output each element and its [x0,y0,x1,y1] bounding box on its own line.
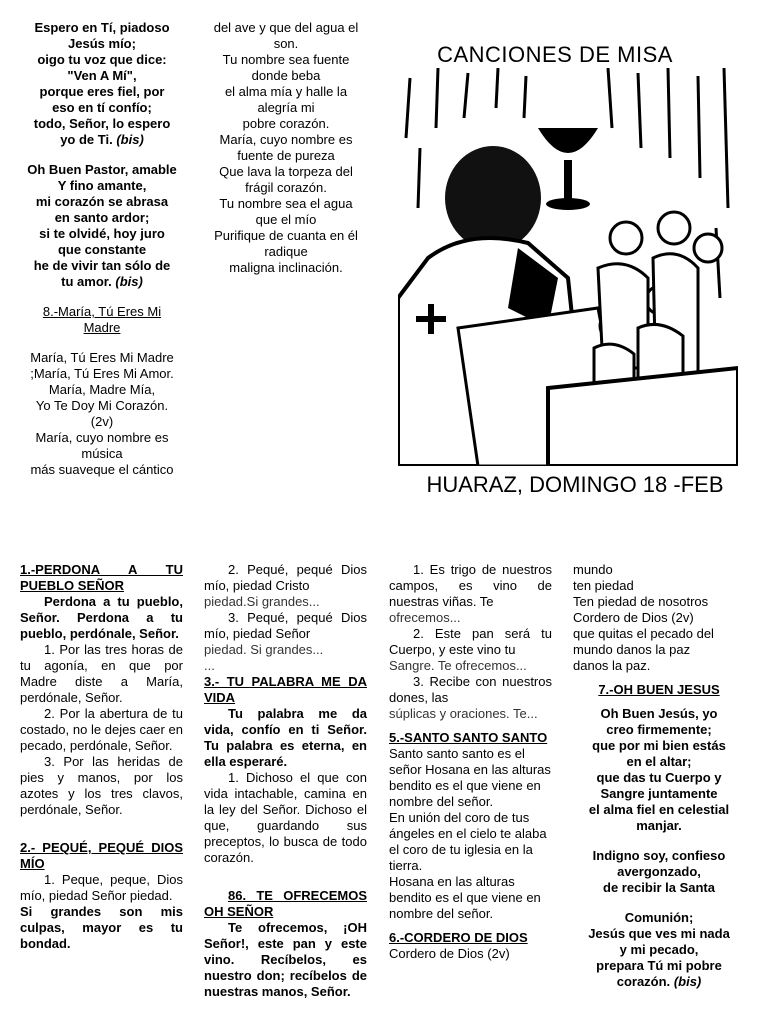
verse: 1. Es trigo de nuestros campos, es vino de nuestras viñas. Te [389,562,552,609]
hymn-verse [573,848,745,896]
text-line: frágil corazón. [245,180,327,195]
text-line: Purifique de cuanta en él [214,228,358,243]
text-line: creo firmemente; [606,722,712,737]
text-line: alegría mi [257,100,315,115]
text-line: maligna inclinación. [229,260,343,275]
cover-footer: HUARAZ, DOMINGO 18 -FEB [426,472,724,497]
song-title-86: 86. TE OFRECEMOS OH SEÑOR [204,888,367,919]
mass-illustration [398,68,738,466]
text-line: más suaveque el cántico [30,462,174,477]
text-line: Madre [83,320,121,335]
verse-continuation: ofrecemos... [389,610,461,625]
text-line: que constante [57,242,147,257]
text-line: Indigno soy, confieso [592,848,726,863]
text-line: he de vivir tan sólo de [33,258,171,273]
verse: Santo santo santo es el señor Hosana en las alturas bendito es el que viene en nombre del señor. [389,746,551,809]
text-line: son. [273,36,299,51]
text-line: de recibir la Santa [603,880,715,895]
text-line: corazón. (bis) [616,974,702,989]
text-line: que quitas el pecado del [573,626,714,641]
verse: Hosana en las alturas bendito es el que viene en nombre del señor. [389,874,541,921]
song-title-8 [14,304,190,336]
text-line: María, Tú Eres Mi Madre [30,350,174,365]
verse-continuation: Sangre. Te ofrecemos... [389,658,527,673]
text-line: Jesús mío; [68,36,136,51]
bottom-column-2 [204,562,367,1000]
text-line: música [81,446,123,461]
text-line: Oh Buen Jesús, yo [600,706,718,721]
text-line: mundo [573,562,613,577]
text-line: "Ven A Mí", [67,68,137,83]
song-title-2: 2.- PEQUÉ, PEQUÉ DIOS MÍO [20,840,183,871]
song-title-7: 7.-OH BUEN JESUS [598,682,720,697]
cover-title: CANCIONES DE MISA [437,42,673,67]
chalice-icon [538,128,598,210]
verse: 2. Por la abertura de tu costado, no le dejes caer en pecado, perdónale, Señor. [20,706,183,753]
text-line: porque eres fiel, por [39,84,165,99]
text-line: Comunión; [624,910,694,925]
text-line: si te olvidé, hoy juro [39,226,165,241]
text-line: el alma mía y halle la [224,84,348,99]
chorus: Tu palabra me da vida, confío en ti Señor. Tu palabra es eterna, en ella esperaré. [204,706,367,769]
text-line: y mi pecado, [619,942,699,957]
text-line: yo de Ti. (bis) [60,132,144,147]
verse: 3. Pequé, pequé Dios mío, piedad Señor [204,610,367,641]
song-title-5: 5.-SANTO SANTO SANTO [389,730,548,745]
bottom-column-4 [573,562,745,990]
text-line: tu amor. (bis) [61,274,143,289]
text-line: ;María, Tú Eres Mi Amor. [30,366,174,381]
verse: 1. Dichoso el que con vida intachable, camina en la ley del Señor. Dichoso el que, guardando sus preceptos, lo busca de todo corazón. [204,770,367,865]
text-line: avergonzado, [617,864,701,879]
text-line: en santo ardor; [54,210,150,225]
text-line: ten piedad [573,578,634,593]
bottom-column-1 [20,562,183,952]
text-line: Tu nombre sea el agua [219,196,353,211]
top-left-column [14,20,190,478]
text-line: Yo Te Doy Mi Corazón. [35,398,169,413]
text-line: del ave y que del agua el [213,20,359,35]
bis-marker: (bis) [673,974,702,989]
verse: En unión del coro de tus ángeles en el cielo te alaba el coro de tu iglesia en la tierra. [389,810,547,873]
verse-continuation: piedad. Si grandes... [204,642,324,657]
text-line: que por mi bien estás [592,738,726,753]
text-line: (2v) [90,414,114,429]
text-line: que el mío [255,212,317,227]
chorus: Te ofrecemos, ¡OH Señor!, este pan y este vino. Recíbelos, es nuestro don; recíbelos de nuestras manos, Señor. [204,920,367,999]
text-line: María, cuyo nombre es [219,132,353,147]
bis-marker: (bis) [115,274,143,289]
verse: 2. Este pan será tu Cuerpo, y este vino tu [389,626,552,657]
verse: 1. Por las tres horas de tu agonía, en que por Madre diste a María, perdónale, Señor. [20,642,183,705]
text-line: radique [264,244,308,259]
chorus: Si grandes son mis culpas, mayor es tu bondad. [20,904,183,951]
text-line: el alma fiel en celestial [588,802,730,817]
hymn-verse [573,706,745,834]
verse: 2. Pequé, pequé Dios mío, piedad Cristo [204,562,367,593]
text-line: que das tu Cuerpo y [596,770,722,785]
text-line: Jesús que ves mi nada [588,926,730,941]
text-line: Tu nombre sea fuente [222,52,350,67]
top-middle-column [200,20,372,276]
text-line: Ten piedad de nosotros [573,594,709,609]
hymn-verse [14,20,190,148]
text-line: eso en tí confío; [52,100,152,115]
text-line: Sangre juntamente [600,786,718,801]
hymn-verse [14,350,190,478]
verse-continuation: súplicas y oraciones. Te... [389,706,538,721]
text-line: fuente de pureza [237,148,335,163]
text-line: Cordero de Dios (2v) [573,610,694,625]
text-line: 8.-María, Tú Eres Mi [42,304,162,319]
bis-marker: (bis) [116,132,144,147]
ellipsis: ... [204,658,215,673]
text-line: mundo danos la paz [573,642,691,657]
text-line: manjar. [636,818,682,833]
text-line: oigo tu voz que dice: [37,52,167,67]
bottom-column-3 [389,562,552,962]
hymn-verse [14,162,190,290]
text-line: pobre corazón. [242,116,330,131]
text-line: Y fino amante, [57,178,147,193]
text-line: prepara Tú mi pobre [596,958,722,973]
song-title-3: 3.- TU PALABRA ME DA VIDA [204,674,367,705]
text-line: mi corazón se abrasa [35,194,169,209]
text-line: María, Madre Mía, [48,382,156,397]
text-line: Oh Buen Pastor, amable [27,162,177,177]
verse: 3. Por las heridas de pies y manos, por los azotes y los tres clavos, perdónale, Señor. [20,754,183,817]
verse: Cordero de Dios (2v) [389,946,510,961]
song-title-1: 1.-PERDONA A TU PUEBLO SEÑOR [20,562,183,593]
verse: 1. Peque, peque, Dios mío, piedad Señor piedad. [20,872,183,903]
text-line: todo, Señor, lo espero [33,116,171,131]
text-line: Espero en Tí, piadoso [34,20,170,35]
song-title-6: 6.-CORDERO DE DIOS [389,930,528,945]
text-line: donde beba [251,68,321,83]
verse-continuation: piedad.Si grandes... [204,594,320,609]
chorus: Perdona a tu pueblo, Señor. Perdona a tu pueblo, perdónale, Señor. [20,594,183,641]
text-line: Que lava la torpeza del [219,164,353,179]
text-line: María, cuyo nombre es [35,430,169,445]
text-line: en el altar; [626,754,692,769]
text-line: danos la paz. [573,658,651,673]
verse: 3. Recibe con nuestros dones, las [389,674,552,705]
hymn-verse [573,910,745,990]
